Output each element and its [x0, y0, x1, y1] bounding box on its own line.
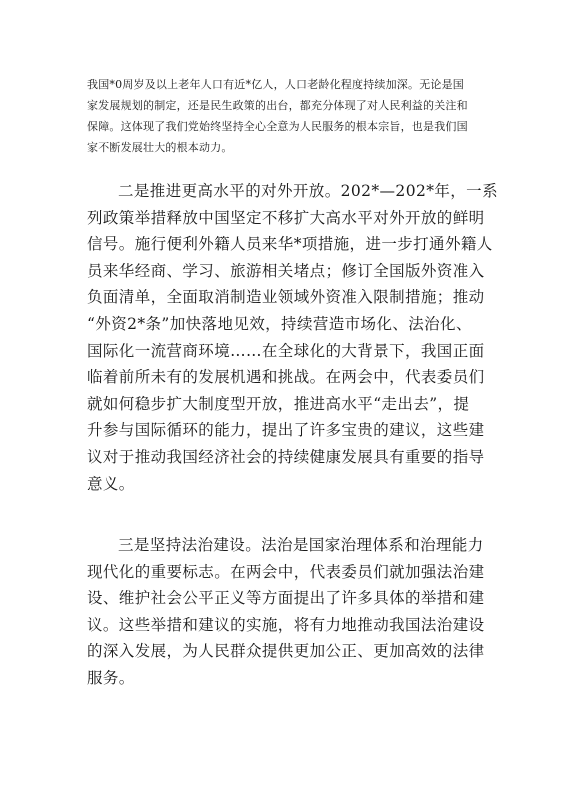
text-line: 信号。施行便利外籍人员来华*项措施，进一步打通外籍人 — [87, 235, 493, 254]
text-line: 三是坚持法治建设。法治是国家治理体系和治理能力 — [118, 536, 484, 554]
text-line: 服务。 — [87, 668, 135, 687]
text-line: 我国*0周岁及以上老年人口有近*亿人，人口老龄化程度持续加深。无论是国 — [87, 78, 464, 91]
text-line: 临着前所未有的发展机遇和挑战。在两会中，代表委员们 — [87, 368, 485, 387]
paragraph-elderly-population — [87, 74, 497, 158]
text-line: 设、维护社会公平正义等方面提出了许多具体的举措和建 — [87, 589, 485, 608]
text-line: 家发展规划的制定，还是民生政策的出台，都充分体现了对人民利益的关注和 — [87, 99, 468, 112]
paragraph-opening-up — [87, 178, 502, 497]
text-line: 二是推进更高水平的对外开放。202*—202*年，一系 — [118, 182, 498, 200]
text-line: 议对于推动我国经济社会的持续健康发展具有重要的指导 — [87, 447, 485, 466]
text-line: 的深入发展，为人民群众提供更加公正、更加高效的法律 — [87, 642, 485, 661]
text-line: 就如何稳步扩大制度型开放，推进高水平“走出去”，提 — [87, 394, 470, 413]
text-line: 保障。这体现了我们党始终坚持全心全意为人民服务的根本宗旨，也是我们国 — [87, 120, 468, 133]
text-line: 列政策举措释放中国坚定不移扩大高水平对外开放的鲜明 — [87, 208, 485, 227]
text-line: 家不断发展壮大的根本动力。 — [87, 141, 233, 154]
text-line: 国际化一流营商环境……在全球化的大背景下，我国正面 — [87, 341, 485, 360]
paragraph-rule-of-law — [87, 532, 502, 692]
text-line: 升参与国际循环的能力，提出了许多宝贵的建议，这些建 — [87, 421, 485, 440]
text-line: 员来华经商、学习、旅游相关堵点；修订全国版外资准入 — [87, 261, 485, 280]
text-line: 负面清单，全面取消制造业领域外资准入限制措施；推动 — [87, 288, 485, 307]
text-line: 现代化的重要标志。在两会中，代表委员们就加强法治建 — [87, 562, 485, 581]
text-line: “外资2*条”加快落地见效，持续营造市场化、法治化、 — [87, 314, 472, 333]
text-line: 意义。 — [87, 474, 135, 493]
text-line: 议。这些举措和建议的实施，将有力地推动我国法治建设 — [87, 615, 485, 634]
